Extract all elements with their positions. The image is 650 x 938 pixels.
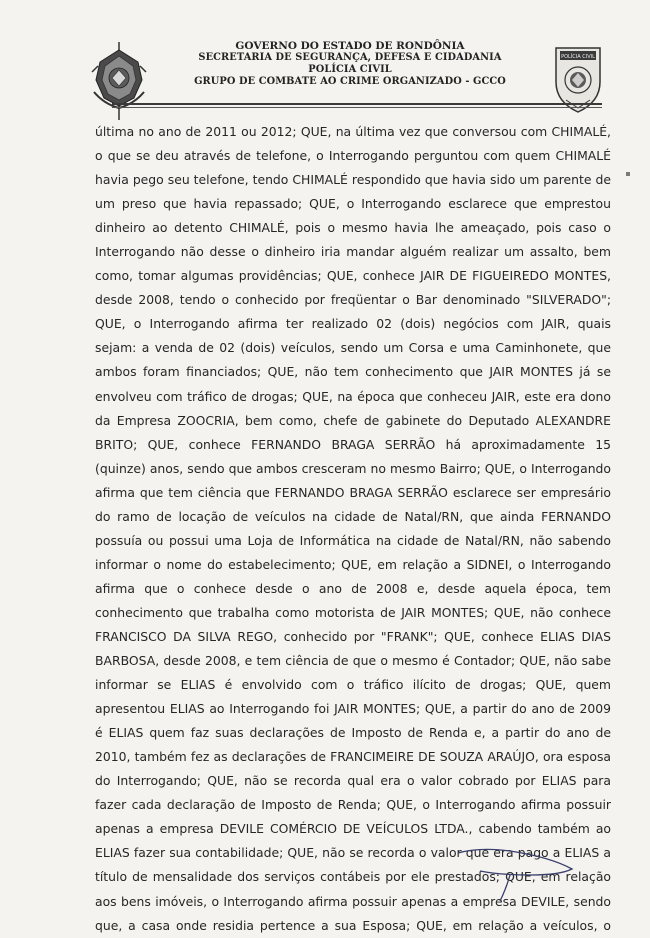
- text-line: desde 2008, tendo o conhecido por freqüentar o Bar denominado "SILVERADO";: [95, 292, 611, 308]
- text-line: da Empresa ZOOCRIA, bem como, chefe de gabinete do Deputado ALEXANDRE: [95, 412, 611, 428]
- text-line: aos bens imóveis, o Interrogando afirma possuir apenas a empresa DEVILE, sendo: [95, 893, 611, 909]
- text-line: BARBOSA, desde 2008, e tem ciência de que o mesmo é Contador; QUE, não sabe: [95, 653, 611, 669]
- text-line: título de mensalidade dos serviços contábeis por ele prestados; QUE, em relação: [95, 869, 611, 885]
- text-line: afirma que o conhece desde o ano de 2008 e, desde aquela época, tem: [95, 580, 611, 596]
- text-line: 2010, também fez as declarações de FRANCIMEIRE DE SOUZA ARAÚJO, ora esposa: [95, 749, 611, 765]
- badge-text: POLÍCIA CIVIL: [561, 54, 595, 60]
- text-line: ambos foram financiados; QUE, não tem conhecimento que JAIR MONTES já se: [95, 364, 611, 380]
- text-line: dinheiro ao detento CHIMALÉ, pois o mesmo havia lhe ameaçado, pois caso o: [95, 220, 611, 236]
- text-line: possuía ou possui uma Loja de Informática na cidade de Natal/RN, não sabendo: [95, 532, 611, 548]
- text-line: apenas a empresa DEVILE COMÉRCIO DE VEÍCULOS LTDA., cabendo também ao: [95, 821, 611, 837]
- state-coat-of-arms-icon: [90, 42, 148, 122]
- text-line: o que se deu através de telefone, o Interrogando perguntou com quem CHIMALÉ: [95, 148, 611, 164]
- text-line: informar se ELIAS é envolvido com o tráfico ilícito de drogas; QUE, quem: [95, 677, 611, 693]
- text-line: do Interrogando; QUE, não se recorda qual era o valor cobrado por ELIAS para: [95, 773, 611, 789]
- government-title: GOVERNO DO ESTADO DE RONDÔNIA: [235, 40, 465, 52]
- text-line: última no ano de 2011 ou 2012; QUE, na última vez que conversou com CHIMALÉ,: [95, 124, 611, 139]
- group-title: GRUPO DE COMBATE AO CRIME ORGANIZADO - GCCO: [194, 76, 506, 87]
- header-divider: [112, 103, 602, 105]
- text-line: conhecimento que trabalha como motorista de JAIR MONTES; QUE, não conhece: [95, 604, 611, 620]
- text-line: afirma que tem ciência que FERNANDO BRAGA SERRÃO esclarece ser empresário: [95, 484, 611, 500]
- letterhead-text: [150, 40, 550, 88]
- police-title: POLÍCIA CIVIL: [308, 64, 392, 75]
- text-line: FRANCISCO DA SILVA REGO, conhecido por "FRANK"; QUE, conhece ELIAS DIAS: [95, 628, 611, 644]
- text-line: do ramo de locação de veículos na cidade de Natal/RN, que ainda FERNANDO: [95, 508, 611, 524]
- header-divider-thin: [112, 107, 602, 108]
- text-line: Interrogando não desse o dinheiro iria mandar alguém realizar um assalto, bem: [95, 244, 611, 260]
- letterhead: [0, 30, 650, 110]
- testimony-body: [95, 120, 611, 938]
- text-line: BRITO; QUE, conhece FERNANDO BRAGA SERRÃO há aproximadamente 15: [95, 436, 611, 452]
- text-line: envolveu com tráfico de drogas; QUE, na época que conheceu JAIR, este era dono: [95, 388, 611, 404]
- text-line: informar o nome do estabelecimento; QUE, em relação a SIDNEI, o Interrogando: [95, 556, 611, 572]
- text-line: que, a casa onde residia pertence a sua Esposa; QUE, em relação a veículos, o: [95, 917, 611, 933]
- text-line: um preso que havia repassado; QUE, o Interrogando esclarece que emprestou: [95, 196, 611, 212]
- text-line: como, tomar algumas providências; QUE, conhece JAIR DE FIGUEIREDO MONTES,: [95, 268, 611, 284]
- text-line: apresentou ELIAS ao Interrogando foi JAIR MONTES; QUE, a partir do ano de 2009: [95, 701, 611, 717]
- margin-mark: [626, 172, 630, 176]
- text-line: havia pego seu telefone, tendo CHIMALÉ respondido que havia sido um parente de: [95, 172, 611, 188]
- text-line: é ELIAS quem faz suas declarações de Imposto de Renda e, a partir do ano de: [95, 725, 611, 741]
- handwritten-initial-mark: [440, 845, 590, 905]
- text-line: sejam: a venda de 02 (dois) veículos, sendo um Corsa e uma Caminhonete, que: [95, 340, 611, 356]
- text-line: QUE, o Interrogando afirma ter realizado 02 (dois) negócios com JAIR, quais: [95, 316, 611, 332]
- text-line: ELIAS fazer sua contabilidade; QUE, não se recorda o valor que era pago a ELIAS a: [95, 845, 611, 861]
- text-line: (quinze) anos, sendo que ambos cresceram no mesmo Bairro; QUE, o Interrogando: [95, 460, 611, 476]
- secretariat-title: SECRETARIA DE SEGURANÇA, DEFESA E CIDADANIA: [198, 52, 502, 63]
- text-line: fazer cada declaração de Imposto de Renda; QUE, o Interrogando afirma possuir: [95, 797, 611, 813]
